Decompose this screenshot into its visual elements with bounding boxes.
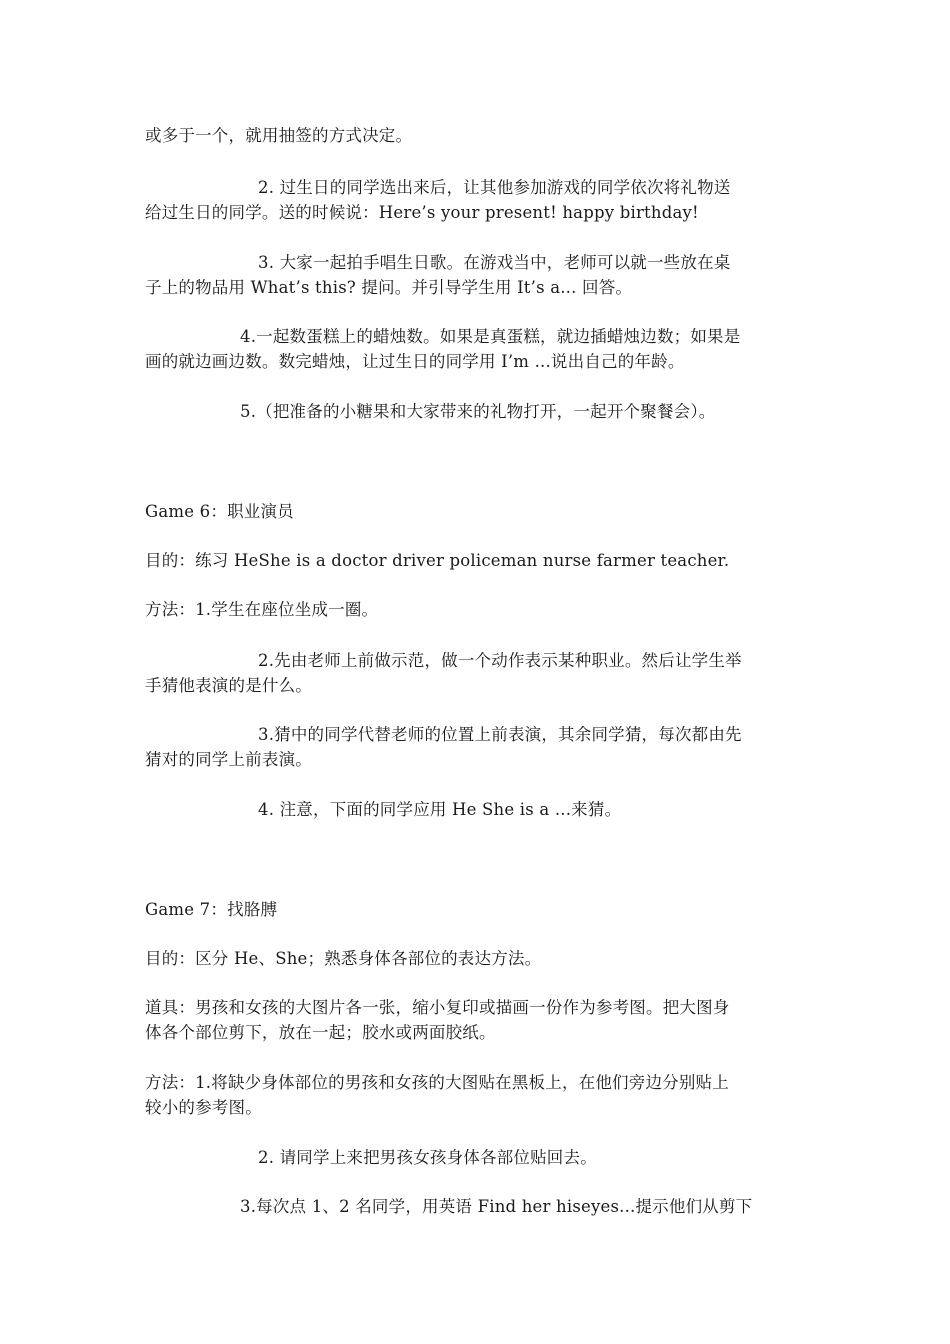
- text-line: 2. 请同学上来把男孩女孩身体各部位贴回去。: [258, 1148, 597, 1167]
- section-heading-game7: Game 7：找胳膊: [145, 900, 278, 919]
- text-line: 目的：区分 He、She；熟悉身体各部位的表达方法。: [145, 949, 542, 968]
- text-line: 道具：男孩和女孩的大图片各一张，缩小复印或描画一份作为参考图。把大图身: [145, 998, 730, 1017]
- text-line: 4.一起数蛋糕上的蜡烛数。如果是真蛋糕，就边插蜡烛边数；如果是: [240, 327, 741, 346]
- text-line: 2.先由老师上前做示范，做一个动作表示某种职业。然后让学生举: [258, 651, 742, 670]
- section-heading-game6: Game 6：职业演员: [145, 502, 294, 521]
- text-line: 子上的物品用 What’s this? 提问。并引导学生用 It’s a... 回答。: [145, 278, 633, 297]
- text-line: 较小的参考图。: [145, 1098, 262, 1117]
- text-line: 方法：1.将缺少身体部位的男孩和女孩的大图贴在黑板上，在他们旁边分别贴上: [145, 1073, 729, 1092]
- text-line: 3. 大家一起拍手唱生日歌。在游戏当中，老师可以就一些放在桌: [258, 253, 731, 272]
- text-line: 4. 注意，下面的同学应用 He She is a ...来猜。: [258, 800, 622, 819]
- text-line: 画的就边画边数。数完蜡烛，让过生日的同学用 I’m ...说出自己的年龄。: [145, 352, 685, 371]
- text-line: 给过生日的同学。送的时候说：Here’s your present! happy birthday!: [145, 203, 699, 222]
- text-line: 3.猜中的同学代替老师的位置上前表演，其余同学猜，每次都由先: [258, 725, 742, 744]
- text-line: 5.（把准备的小糖果和大家带来的礼物打开，一起开个聚餐会）。: [240, 402, 716, 421]
- text-line: 手猜他表演的是什么。: [145, 676, 312, 695]
- text-line: 方法：1.学生在座位坐成一圈。: [145, 600, 379, 619]
- text-line: 体各个部位剪下，放在一起；胶水或两面胶纸。: [145, 1023, 496, 1042]
- text-line: 目的：练习 HeShe is a doctor driver policeman nurse farmer teacher.: [145, 551, 730, 570]
- text-line: 2. 过生日的同学选出来后，让其他参加游戏的同学依次将礼物送: [258, 178, 731, 197]
- text-line: 猜对的同学上前表演。: [145, 750, 312, 769]
- text-line: 或多于一个，就用抽签的方式决定。: [145, 126, 413, 145]
- text-line: 3.每次点 1、2 名同学，用英语 Find her hiseyes...提示他们从剪下: [240, 1197, 753, 1216]
